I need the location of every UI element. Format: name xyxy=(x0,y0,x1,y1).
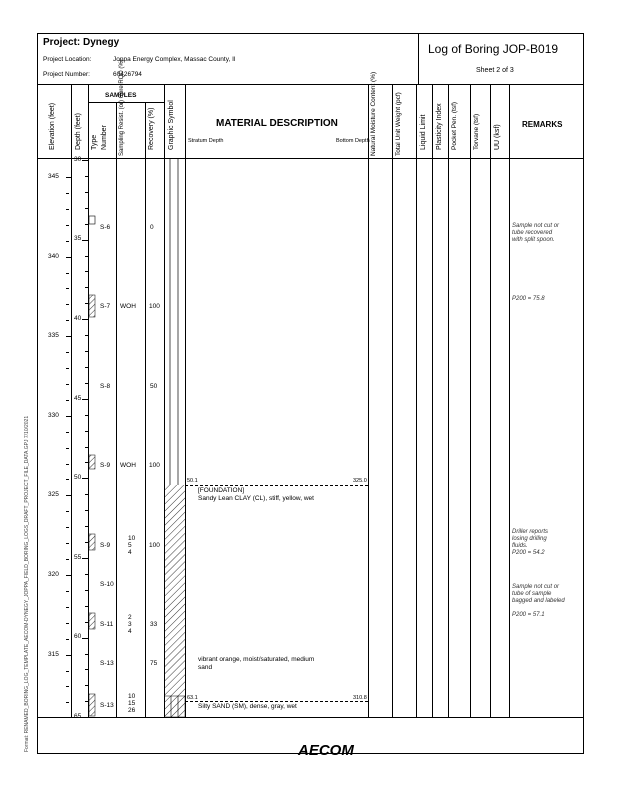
elev-tick-mark xyxy=(66,448,69,449)
sample-number: S-13 xyxy=(100,702,114,709)
remark: P200 = 75.8 xyxy=(512,296,545,302)
sample-recovery: 100 xyxy=(149,462,160,469)
sample-recovery: 0 xyxy=(150,224,154,231)
project-number-label: Project Number: xyxy=(43,71,90,78)
elev-tick-mark xyxy=(66,464,69,465)
depth-tick: 40 xyxy=(74,315,82,322)
graphic-column xyxy=(164,158,186,718)
elev-tick-mark xyxy=(66,655,71,656)
log-title: Log of Boring JOP-B019 xyxy=(428,42,559,56)
depth-header: Depth (feet) xyxy=(75,113,82,150)
elev-tick-mark xyxy=(66,336,71,337)
elev-tick-mark xyxy=(66,543,69,544)
elev-tick: 330 xyxy=(48,412,59,419)
elevation-header: Elevation (feet) xyxy=(49,102,56,150)
elev-tick-mark xyxy=(66,225,69,226)
uu-header: UU (ksf) xyxy=(494,124,501,150)
elev-tick-mark xyxy=(66,241,69,242)
elev-tick-mark xyxy=(66,320,69,321)
stratum-boundary xyxy=(185,701,368,702)
elev-tick-mark xyxy=(66,304,69,305)
sample-resist: 2 3 4 xyxy=(128,614,132,635)
elev-tick-mark xyxy=(66,209,69,210)
sample-number: S-10 xyxy=(100,581,114,588)
elev-tick-mark xyxy=(66,686,69,687)
elev-tick-mark xyxy=(66,671,69,672)
depth-tick: 45 xyxy=(74,395,82,402)
stratum-elev: 310.8 xyxy=(353,695,367,701)
elev-tick-mark xyxy=(66,623,69,624)
resist-header: Sampling Resist. (or) Core RQD (%) xyxy=(119,59,125,156)
number-header: Number xyxy=(101,125,108,150)
file-path-text: Format: RENAMED_BORING_LOG_TEMPLATE_AECOM-DYNEGY_JOPPA_FIELD_BORING_LOGS_DRAFT_PROJECT_FILE_DATA.GPJ 7/10/2021 xyxy=(24,415,30,752)
elev-tick-mark xyxy=(66,702,69,703)
bottom-depth-header: Bottom Depth xyxy=(336,138,370,144)
graphic-header: Graphic Symbol xyxy=(168,100,175,150)
remark: Sample not cut or tube recovered with split spoon. xyxy=(512,223,560,243)
sample-recovery: 100 xyxy=(149,542,160,549)
stratum-depth-header: Stratum Depth xyxy=(188,138,224,144)
elev-tick-mark xyxy=(66,559,69,560)
sample-number: S-6 xyxy=(100,224,111,231)
sample-number: S-13 xyxy=(100,660,114,667)
project-number-value: 60426794 xyxy=(113,71,142,78)
sample-number: S-11 xyxy=(100,621,114,628)
sample-type-markers xyxy=(88,158,96,718)
elev-tick-mark xyxy=(66,416,71,417)
moisture-header: Natural Moisture Content (%) xyxy=(370,71,377,156)
stratum-elev: 325.0 xyxy=(353,478,367,484)
torvane-header: Torvane (tsf) xyxy=(473,113,480,150)
elev-tick-mark xyxy=(66,495,71,496)
elev-tick-mark xyxy=(66,177,71,178)
stratum-depth: 50.1 xyxy=(187,478,198,484)
elev-tick: 325 xyxy=(48,491,59,498)
liquid-limit-header: Liquid Limit xyxy=(420,114,427,150)
elev-tick-mark xyxy=(66,607,69,608)
unit-weight-header: Total Unit Weight (pcf) xyxy=(395,92,402,156)
elev-tick-mark xyxy=(66,511,69,512)
project-location-label: Project Location: xyxy=(43,56,92,63)
elev-tick: 345 xyxy=(48,173,59,180)
recovery-header: Recovery (%) xyxy=(148,107,155,150)
sample-recovery: 50 xyxy=(150,383,158,390)
type-header: Type xyxy=(91,134,98,150)
remark: Driller reports losing drilling fluids. P200 = 54.2 xyxy=(512,529,549,556)
elev-tick-mark xyxy=(66,400,69,401)
project-title: Project: Dynegy xyxy=(43,37,120,48)
elev-tick-mark xyxy=(66,352,69,353)
remarks-header: REMARKS xyxy=(522,120,563,129)
elev-tick: 340 xyxy=(48,253,59,260)
sheet-number: Sheet 2 of 3 xyxy=(476,67,514,74)
plasticity-header: Plasticity Index xyxy=(436,103,443,150)
depth-tick: 55 xyxy=(74,554,82,561)
stratum-description: Silty SAND (SM), dense, gray, wet xyxy=(198,703,297,710)
aecom-logo: AECOM xyxy=(298,742,354,759)
elev-tick-mark xyxy=(66,368,69,369)
elev-tick-mark xyxy=(66,575,71,576)
sample-number: S-9 xyxy=(100,542,111,549)
elev-tick-mark xyxy=(66,432,69,433)
material-header: MATERIAL DESCRIPTION xyxy=(216,118,338,129)
sample-recovery: 100 xyxy=(149,303,160,310)
sample-resist: 10 5 4 xyxy=(128,535,136,556)
sample-number: S-8 xyxy=(100,383,111,390)
stratum-description: vibrant orange, moist/saturated, medium sand xyxy=(198,656,315,671)
sample-resist: WOH xyxy=(120,303,136,310)
sample-number: S-7 xyxy=(100,303,111,310)
project-location-value: Joppa Energy Complex, Massac County, Il xyxy=(113,56,236,63)
depth-tick: 35 xyxy=(74,235,82,242)
elev-tick-mark xyxy=(66,257,71,258)
stratum-depth: 63.1 xyxy=(187,695,198,701)
stratum-boundary xyxy=(185,485,368,486)
remark: Sample not cut or tube of sample bagged and labeled P200 = 57.1 xyxy=(512,584,565,618)
samples-header: SAMPLES xyxy=(105,92,137,99)
sample-resist: WOH xyxy=(120,462,136,469)
elev-tick-mark xyxy=(66,479,69,480)
elev-tick-mark xyxy=(66,288,69,289)
elev-tick-mark xyxy=(66,639,69,640)
elev-tick-mark xyxy=(66,527,69,528)
sample-recovery: 33 xyxy=(150,621,158,628)
pocket-pen-header: Pocket Pen. (tsf) xyxy=(451,101,458,150)
sample-recovery: 75 xyxy=(150,660,158,667)
elev-tick-mark xyxy=(66,591,69,592)
stratum-description: [FOUNDATION] Sandy Lean CLAY (CL), stiff, yellow, wet xyxy=(198,487,314,502)
elev-tick-mark xyxy=(66,193,69,194)
depth-tick: 65 xyxy=(74,713,82,720)
elev-tick: 315 xyxy=(48,651,59,658)
elev-tick-mark xyxy=(66,273,69,274)
sample-number: S-9 xyxy=(100,462,111,469)
elev-tick: 335 xyxy=(48,332,59,339)
elev-tick-mark xyxy=(66,384,69,385)
depth-tick: 50 xyxy=(74,474,82,481)
depth-tick: 60 xyxy=(74,633,82,640)
sample-resist: 10 15 26 xyxy=(128,693,136,714)
elev-tick: 320 xyxy=(48,571,59,578)
depth-tick: 30 xyxy=(74,156,82,163)
